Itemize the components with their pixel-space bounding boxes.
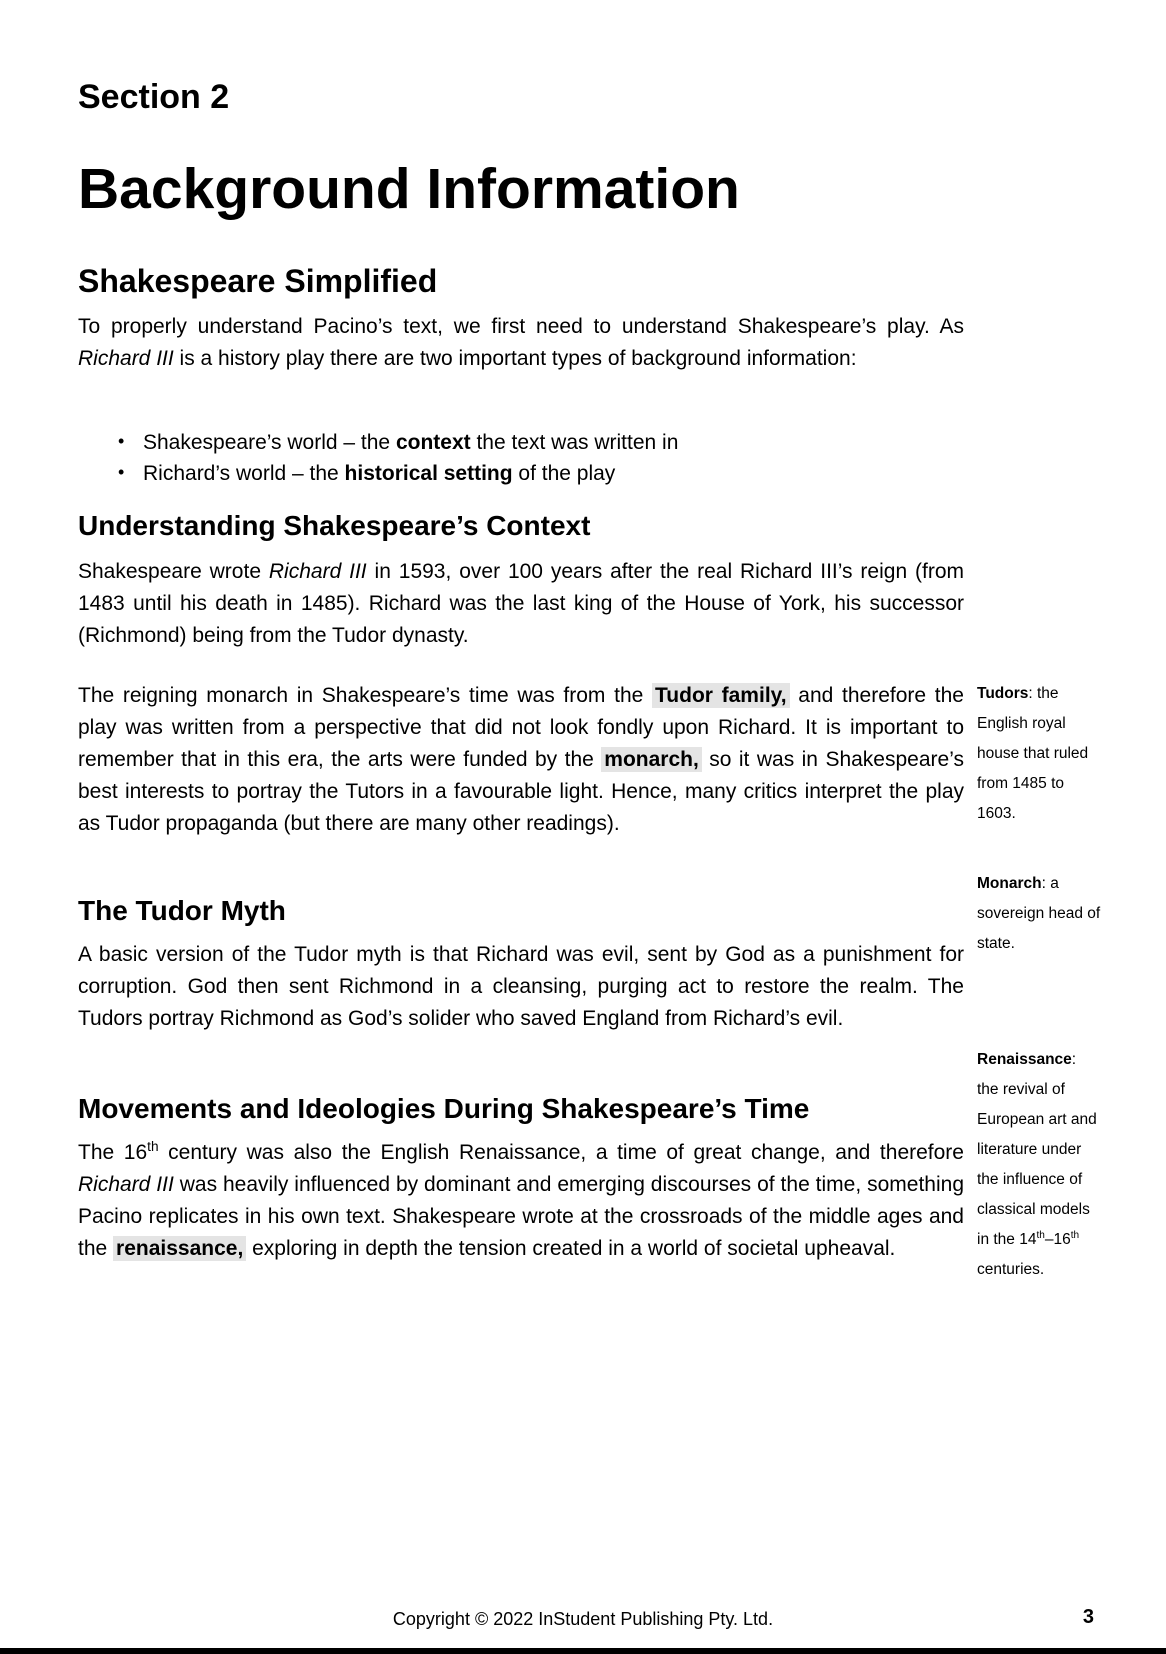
paragraph-intro — [78, 311, 964, 375]
paragraph-tudor-myth — [78, 939, 964, 1035]
text-segment: A basic version of the Tudor myth is that Richard was evil, sent by God as a punishment for corruption. God then sent Richmond in a cleansing, purging act to restore the realm. The Tudors portray Richmond as God’s solider who saved England from Richard’s evil. — [78, 943, 964, 1030]
text-segment: the text was written in — [470, 431, 679, 454]
bullet-item — [118, 458, 1004, 489]
text-segment: and therefore the play was written from a perspective that did not look fondly upon Richard. It is important to remember that in this era, the arts were funded by the — [78, 684, 964, 771]
footer-page-number: 3 — [1082, 1606, 1094, 1628]
page-title: Background Information — [78, 157, 740, 221]
paragraph-tudor-monarch — [78, 680, 964, 840]
text-segment: so it was in Shakespeare’s best interests to portray the Tutors in a favourable light. Hence, many critics interpret the play as Tudor propaganda (but there are many other readings). — [78, 748, 964, 835]
heading-tudor-myth: The Tudor Myth — [78, 895, 286, 926]
text-segment: was heavily influenced by dominant and emerging discourses of the time, something Pacino replicates in his own text. Shakespeare wrote at the crossroads of the middle ages and the — [78, 1173, 964, 1260]
text-segment: centuries. — [977, 1261, 1045, 1278]
text-segment: Richard’s world – the — [143, 462, 345, 485]
text-segment: historical setting — [344, 462, 513, 485]
margin-note-tudors — [977, 679, 1101, 829]
text-segment: in 1593, over 100 years after the real Richard III’s reign (from 1483 until his death in 1485). Richard was the last king of the House of York, his successor (Richmond) being from the Tudor dynasty. — [78, 560, 965, 647]
text-segment: th — [1036, 1229, 1045, 1241]
paragraph-context — [78, 556, 964, 652]
footer-copyright: Copyright © 2022 InStudent Publishing Pty. Ltd. — [392, 1609, 774, 1629]
margin-notes — [977, 0, 1101, 1654]
text-segment: Renaissance — [977, 1051, 1072, 1068]
text-segment: of the play — [512, 462, 616, 485]
highlighted-term: Tudor family, — [652, 683, 790, 708]
text-segment: th — [1070, 1229, 1080, 1241]
text-segment: th — [147, 1139, 159, 1154]
text-segment: The reigning monarch in Shakespeare’s time was from the — [78, 684, 653, 707]
text-segment: exploring in depth the tension created in a world of societal upheaval. — [246, 1237, 896, 1260]
text-segment: Tudors — [977, 685, 1029, 702]
bullet-item — [118, 427, 1004, 458]
bullet-list — [118, 427, 1004, 489]
text-segment: context — [395, 431, 471, 454]
text-segment: Monarch — [977, 875, 1042, 892]
text-segment: The 16 — [78, 1141, 148, 1164]
text-segment: is a history play there are two important types of background information: — [173, 347, 857, 370]
text-segment: : the English royal house that ruled from 1485 to 1603. — [977, 685, 1089, 822]
highlighted-term: monarch, — [601, 747, 702, 772]
text-segment: : a sovereign head of state. — [977, 875, 1101, 952]
text-segment: Shakespeare wrote — [78, 560, 269, 583]
page-edge-artifact — [0, 1648, 1166, 1654]
text-segment: To properly understand Pacino’s text, we first need to understand Shakespeare’s play. As — [78, 315, 964, 338]
text-segment: Richard III — [78, 1173, 174, 1196]
section-label: Section 2 — [78, 78, 230, 116]
heading-shakespeare-simplified: Shakespeare Simplified — [78, 263, 438, 299]
text-segment: : the revival of European art and literature under the influence of classical models in the 14 — [977, 1051, 1097, 1248]
highlighted-term: renaissance, — [113, 1236, 246, 1261]
heading-movements-ideologies: Movements and Ideologies During Shakespeare’s Time — [78, 1093, 810, 1124]
text-segment: Richard III — [268, 560, 367, 583]
text-segment: century was also the English Renaissance, a time of great change, and therefore — [158, 1141, 964, 1164]
heading-understanding-context: Understanding Shakespeare’s Context — [78, 510, 591, 541]
margin-note-renaissance — [977, 1045, 1101, 1285]
margin-note-monarch — [977, 869, 1101, 959]
main-column — [78, 0, 964, 1654]
paragraph-renaissance — [78, 1137, 964, 1265]
text-segment: Shakespeare’s world – the — [143, 431, 396, 454]
text-segment: Richard III — [78, 347, 174, 370]
text-segment: –16 — [1044, 1231, 1071, 1248]
